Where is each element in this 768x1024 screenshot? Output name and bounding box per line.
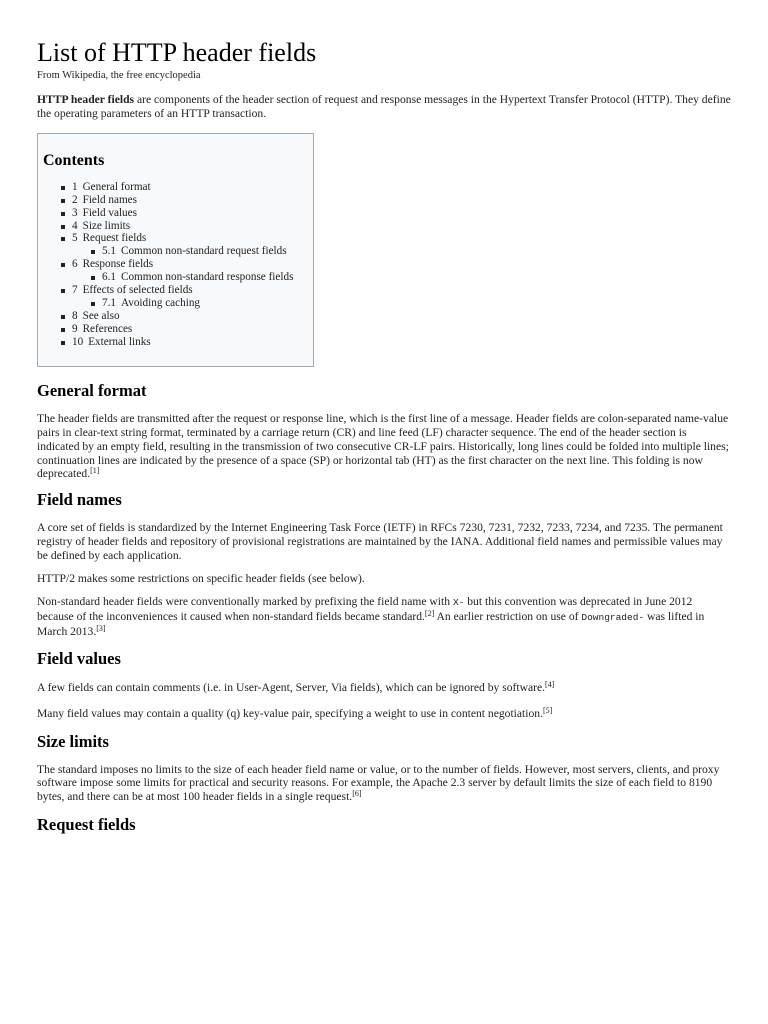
toc-title: Contents xyxy=(43,151,105,169)
citation-link[interactable]: [2] xyxy=(424,608,435,618)
section-heading-field-names: Field names xyxy=(37,490,122,510)
paragraph-text: A few fields can contain comments (i.e. in User-Agent, Server, Via fields), which can be ignored by software. xyxy=(37,680,546,694)
toc-number: 4 xyxy=(72,219,78,232)
toc-item-effects[interactable] xyxy=(43,284,313,297)
toc-number: 10 xyxy=(72,335,84,348)
code-downgraded: Downgraded- xyxy=(581,611,645,623)
table-of-contents xyxy=(37,133,314,367)
toc-number: 1 xyxy=(72,180,78,193)
toc-number: 8 xyxy=(72,309,78,322)
tagline: From Wikipedia, the free encyclopedia xyxy=(37,70,201,81)
general-format-paragraph xyxy=(37,412,731,482)
toc-item-size-limits[interactable] xyxy=(43,220,313,233)
toc-item-nonstandard-response[interactable] xyxy=(43,271,313,284)
toc-number: 6 xyxy=(72,258,78,271)
toc-number: 9 xyxy=(72,322,78,335)
toc-label: Common non-standard request fields xyxy=(120,245,287,258)
field-values-paragraph-2 xyxy=(37,707,731,721)
toc-item-field-names[interactable] xyxy=(43,194,313,207)
code-x-prefix: X- xyxy=(452,596,465,608)
toc-item-request-fields[interactable] xyxy=(43,232,313,245)
page-title: List of HTTP header fields xyxy=(37,38,317,67)
field-names-paragraph-1: A core set of fields is standardized by the Internet Engineering Task Force (IETF) in RFCs 7230, 7231, 7232, 7233, 7234, and 7235. The permanent registry of header fields and repository of provisional registrations are maintained by the IANA. Additional field names and permissible values may be defined by each application. xyxy=(37,521,723,563)
section-heading-request-fields: Request fields xyxy=(37,815,136,835)
toc-number: 3 xyxy=(72,206,78,219)
paragraph-text: Many field values may contain a quality (q) key-value pair, specifying a weight to use in content negotiation. xyxy=(37,706,543,720)
toc-item-response-fields[interactable] xyxy=(43,258,313,271)
section-heading-field-values: Field values xyxy=(37,648,121,668)
section-heading-general-format: General format xyxy=(37,380,147,400)
citation-link[interactable]: [3] xyxy=(96,623,106,633)
toc-label: Field names xyxy=(82,193,137,206)
paragraph-text: Non-standard header fields were conventionally marked by prefixing the field name with xyxy=(37,594,453,608)
toc-label: Request fields xyxy=(82,232,147,245)
toc-item-external-links[interactable] xyxy=(43,336,313,349)
toc-label: Effects of selected fields xyxy=(82,284,193,297)
toc-label: Common non-standard response fields xyxy=(120,271,294,284)
paragraph-text: was lifted in March 2013. xyxy=(37,609,705,638)
toc-item-nonstandard-request[interactable] xyxy=(43,245,313,258)
toc-item-references[interactable] xyxy=(43,323,313,336)
toc-number: 5.1 xyxy=(102,245,116,258)
lead-bold-term: HTTP header fields xyxy=(37,93,135,106)
toc-label: Size limits xyxy=(82,219,131,232)
toc-item-see-also[interactable] xyxy=(43,310,313,323)
citation-link[interactable]: [4] xyxy=(545,679,555,689)
field-values-paragraph-1 xyxy=(37,681,731,695)
paragraph-text: The standard imposes no limits to the size of each header field name or value, or to the number of fields. However, most servers, clients, and proxy software impose some limits for practical and security reasons. For example, the Apache 2.3 server by default limits the size of each field to 8190 bytes, and there can be at most 100 header fields in a single request. xyxy=(37,762,720,804)
toc-label: External links xyxy=(88,335,151,348)
toc-number: 2 xyxy=(72,193,78,206)
section-heading-size-limits: Size limits xyxy=(37,731,109,751)
lead-paragraph xyxy=(37,93,731,121)
toc-item-general-format[interactable] xyxy=(43,181,313,194)
citation-link[interactable]: [6] xyxy=(352,789,362,799)
field-names-paragraph-3 xyxy=(37,595,731,639)
citation-link[interactable]: [1] xyxy=(90,466,100,476)
citation-link[interactable]: [5] xyxy=(542,705,553,715)
toc-list xyxy=(43,181,313,349)
field-names-paragraph-2: HTTP/2 makes some restrictions on specific header fields (see below). xyxy=(37,572,365,586)
toc-number: 7 xyxy=(72,284,78,297)
toc-number: 6.1 xyxy=(102,271,116,284)
toc-label: General format xyxy=(82,180,151,193)
toc-label: See also xyxy=(82,309,120,322)
paragraph-text: The header fields are transmitted after the request or response line, which is the first line of a message. Header fields are colon-separated name-value pairs in clear-text string format, terminated by a carriage return (CR) and line feed (LF) character sequence. The end of the header section is indicated by an empty field, resulting in the transmission of two consecutive CR-LF pairs. Historically, long lines could be folded into multiple lines; continuation lines are indicated by the presence of a space (SP) or horizontal tab (HT) as the first character on the next line. This folding is now deprecated. xyxy=(37,411,729,481)
toc-item-field-values[interactable] xyxy=(43,207,313,220)
toc-number: 5 xyxy=(72,232,78,245)
toc-number: 7.1 xyxy=(102,296,116,309)
paragraph-text: but this convention was deprecated in June 2012 because of the inconveniences it caused when non-standard fields became standard. xyxy=(37,594,693,623)
toc-item-avoiding-caching[interactable] xyxy=(43,297,313,310)
toc-label: Avoiding caching xyxy=(120,296,201,309)
toc-label: Field values xyxy=(82,206,137,219)
paragraph-text: An earlier restriction on use of xyxy=(434,609,582,623)
toc-label: Response fields xyxy=(82,258,154,271)
size-limits-paragraph xyxy=(37,763,731,805)
lead-text: are components of the header section of request and response messages in the Hypertext Transfer Protocol (HTTP). They define the operating parameters of an HTTP transaction. xyxy=(37,93,731,120)
toc-label: References xyxy=(82,322,133,335)
